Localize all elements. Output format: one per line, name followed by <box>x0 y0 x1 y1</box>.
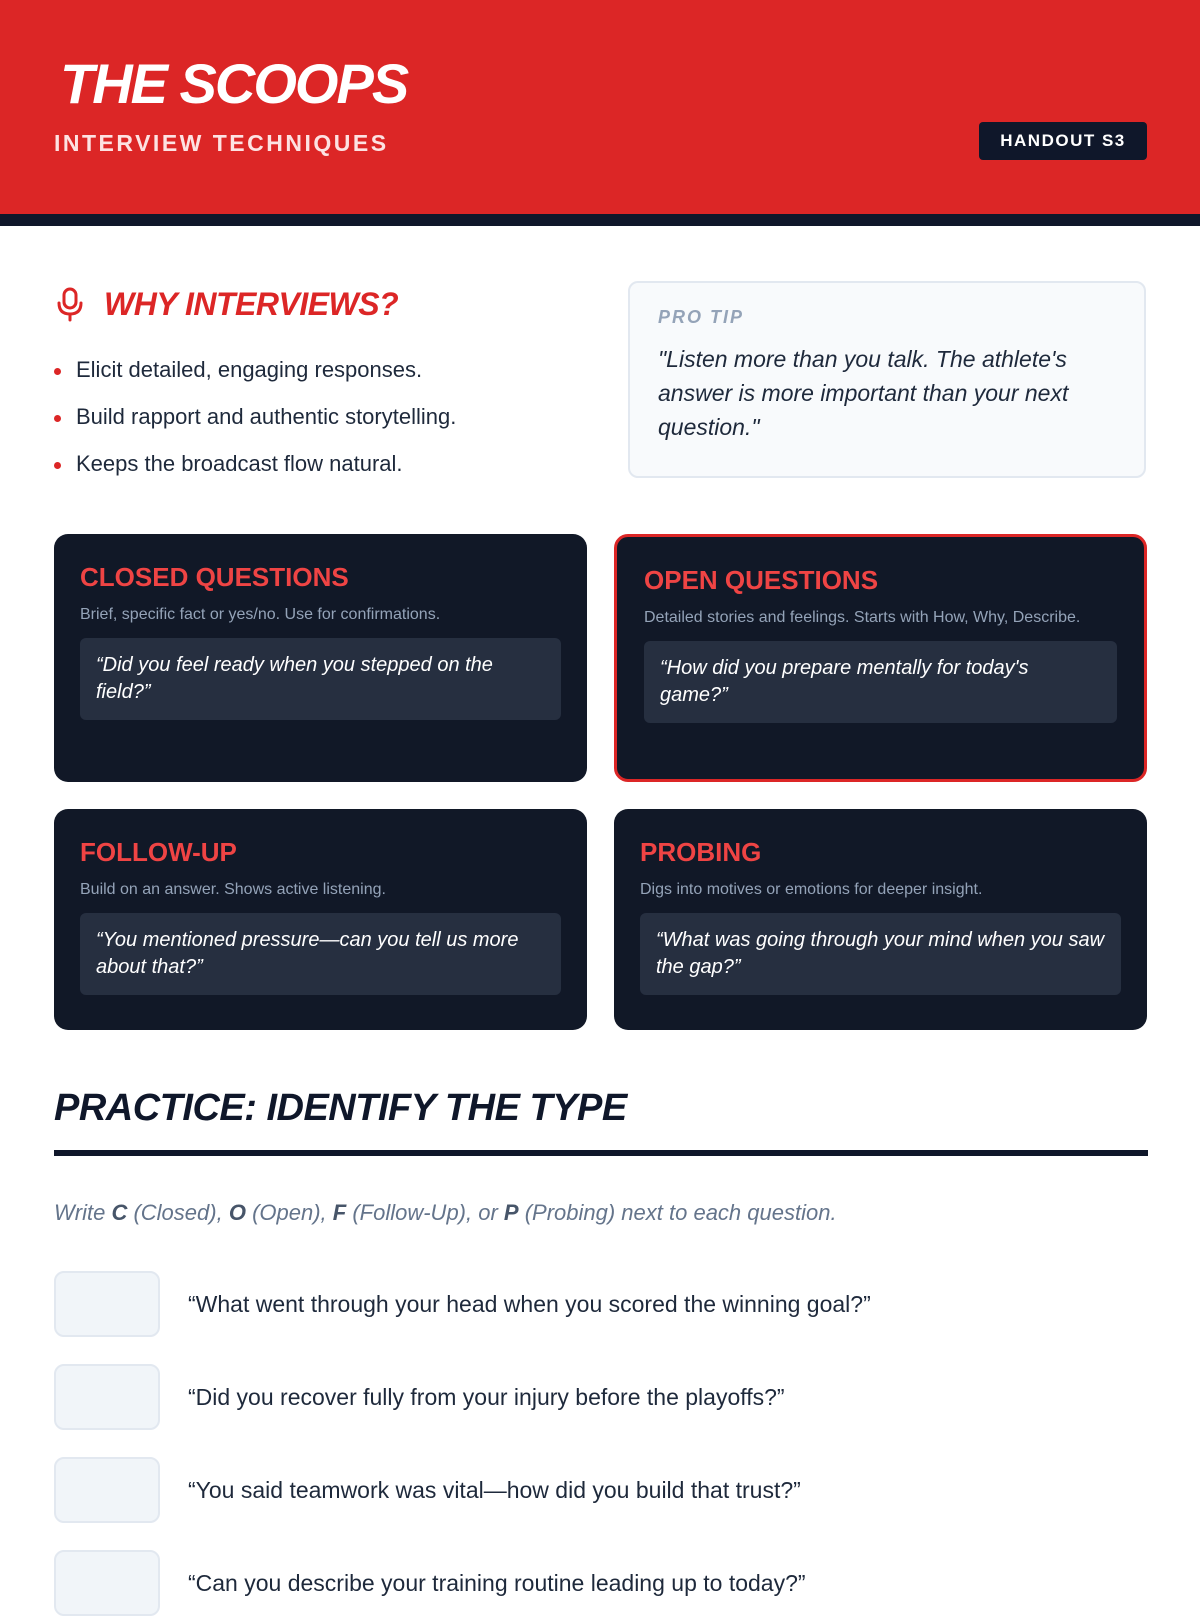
practice-question-row <box>54 1364 1148 1430</box>
why-interviews-heading <box>54 282 398 326</box>
practice-question-row <box>54 1457 1148 1523</box>
card-description: Digs into motives or emotions for deeper insight. <box>640 881 983 898</box>
why-list-item: Keeps the broadcast flow natural. <box>54 444 614 491</box>
practice-question: “What went through your head when you scored the winning goal?” <box>188 1291 871 1317</box>
card-title: PROBING <box>640 837 762 867</box>
why-interviews-title: WHY INTERVIEWS? <box>104 285 399 322</box>
practice-question: “Can you describe your training routine leading up to today?” <box>188 1570 806 1596</box>
handout-badge: HANDOUT S3 <box>979 122 1147 160</box>
card-example: “What was going through your mind when you saw the gap?” <box>640 913 1121 995</box>
answer-box[interactable] <box>54 1550 160 1616</box>
closed-questions-card <box>54 534 587 782</box>
practice-question-row <box>54 1271 1148 1337</box>
open-questions-card <box>614 534 1147 782</box>
card-title: CLOSED QUESTIONS <box>80 562 349 592</box>
section-divider <box>54 1150 1148 1156</box>
card-example: “You mentioned pressure—can you tell us more about that?” <box>80 913 561 995</box>
practice-question-row <box>54 1550 1148 1616</box>
answer-box[interactable] <box>54 1457 160 1523</box>
header-banner <box>0 0 1200 226</box>
pro-tip-label: PRO TIP <box>658 307 745 327</box>
card-example: “Did you feel ready when you stepped on the field?” <box>80 638 561 720</box>
pro-tip-quote: "Listen more than you talk. The athlete's answer is more important than your next question." <box>658 346 1069 440</box>
practice-question: “Did you recover fully from your injury before the playoffs?” <box>188 1384 785 1410</box>
card-description: Build on an answer. Shows active listening. <box>80 881 386 898</box>
why-interviews-list <box>54 350 614 491</box>
practice-instructions: Write C (Closed), O (Open), F (Follow-Up), or P (Probing) next to each question. <box>54 1200 837 1225</box>
pro-tip-box <box>628 281 1146 478</box>
card-description: Detailed stories and feelings. Starts with How, Why, Describe. <box>644 609 1081 626</box>
why-list-item: Build rapport and authentic storytelling. <box>54 397 614 444</box>
answer-box[interactable] <box>54 1271 160 1337</box>
probing-card <box>614 809 1147 1030</box>
why-list-item: Elicit detailed, engaging responses. <box>54 350 614 397</box>
answer-box[interactable] <box>54 1364 160 1430</box>
practice-heading: PRACTICE: IDENTIFY THE TYPE <box>54 1087 627 1129</box>
card-example: “How did you prepare mentally for today's game?” <box>644 641 1117 723</box>
follow-up-card <box>54 809 587 1030</box>
microphone-icon <box>54 286 86 322</box>
card-title: FOLLOW-UP <box>80 837 237 867</box>
practice-question: “You said teamwork was vital—how did you build that trust?” <box>188 1477 801 1503</box>
brand-title: THE SCOOPS <box>60 52 408 115</box>
card-description: Brief, specific fact or yes/no. Use for confirmations. <box>80 606 441 623</box>
card-title: OPEN QUESTIONS <box>644 565 879 595</box>
handout-subtitle: INTERVIEW TECHNIQUES <box>54 130 389 156</box>
